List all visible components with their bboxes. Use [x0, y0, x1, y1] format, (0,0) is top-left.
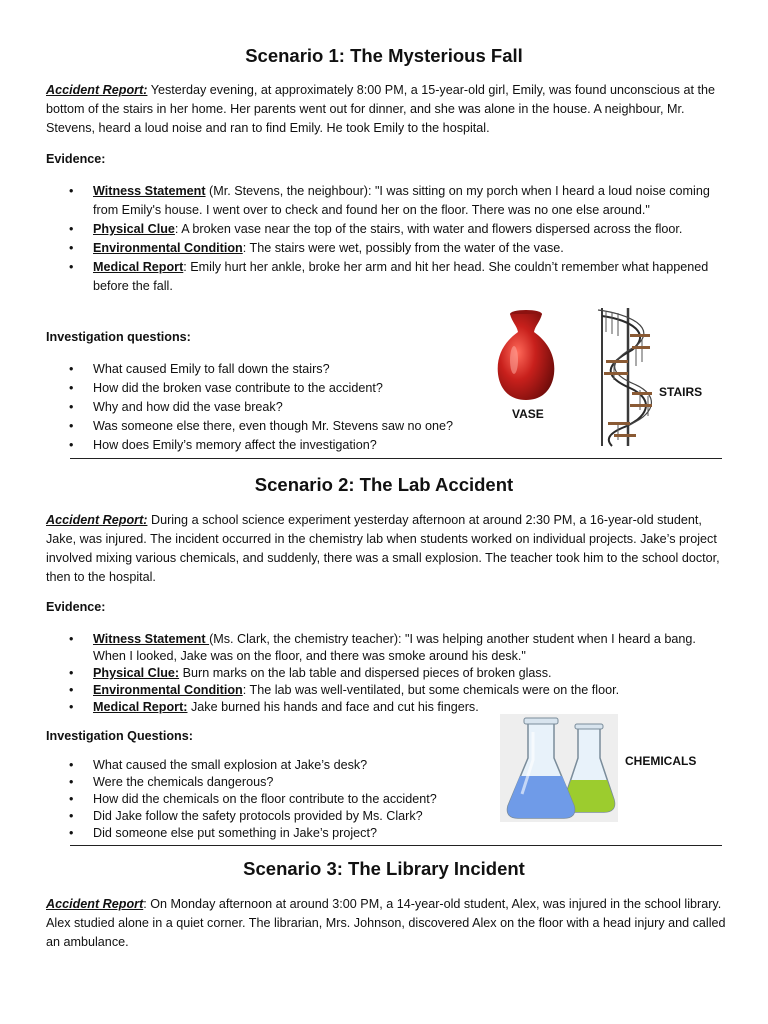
scenario-2-title: Scenario 2: The Lab Accident — [254, 474, 514, 495]
evidence-item — [46, 665, 726, 682]
chemicals-caption: CHEMICALS — [625, 754, 697, 768]
vase-image — [490, 308, 562, 404]
question-item: • Why and how did the vase break? — [46, 398, 486, 417]
question-item: • How does Emily’s memory affect the investigation? — [46, 436, 486, 455]
scenario-2-evidence-list — [46, 631, 726, 716]
scenario-2-questions-list — [46, 757, 486, 842]
scenario-2-report — [46, 511, 726, 587]
scenario-2-questions-heading: Investigation Questions: — [46, 729, 193, 743]
scenario-2-evidence-heading: Evidence: — [46, 600, 106, 614]
evidence-label: Environmental Condition — [93, 241, 243, 255]
evidence-text: : The lab was well-ventilated, but some chemicals were on the floor. — [242, 683, 620, 697]
evidence-item — [46, 699, 726, 716]
question-item: • Were the chemicals dangerous? — [46, 774, 486, 791]
evidence-label: Witness Statement — [93, 632, 210, 646]
question-item: • What caused Emily to fall down the stairs? — [46, 360, 486, 379]
question-item: • What caused the small explosion at Jake’s desk? — [46, 757, 486, 774]
question-item: • Was someone else there, even though Mr. Stevens saw no one? — [46, 417, 486, 436]
evidence-text: : A broken vase near the top of the stairs, with water and flowers dispersed across the floor. — [174, 222, 683, 236]
report-label: Accident Report: — [46, 83, 148, 97]
evidence-label: Witness Statement — [93, 184, 206, 198]
evidence-item — [46, 258, 726, 296]
scenario-1-questions-list — [46, 360, 486, 455]
scenario-1-evidence-list — [46, 182, 726, 296]
scenario-1-report — [46, 81, 726, 138]
vase-caption: VASE — [512, 407, 544, 421]
scenario-3-title: Scenario 3: The Library Incident — [243, 858, 525, 879]
stairs-caption: STAIRS — [659, 385, 703, 399]
report-label: Accident Report — [46, 897, 144, 911]
report-label: Accident Report: — [46, 513, 148, 527]
evidence-label: Medical Report: — [93, 700, 188, 714]
evidence-item — [46, 631, 726, 665]
evidence-text: : Emily hurt her ankle, broke her arm and hit her head. She couldn’t remember what happened before the fall. — [93, 260, 709, 293]
scenario-1-evidence-heading: Evidence: — [46, 152, 106, 166]
section-divider — [70, 458, 722, 459]
stairs-image — [592, 306, 662, 448]
report-text: During a school science experiment yesterday afternoon at around 2:30 PM, a 16-year-old student, Jake, was injured. The incident occurred in the chemistry lab when students worked on individual projects. Jake’s project involved mixing various chemicals, and suddenly, there was a small explosion. The teacher took him to the school doctor, then to the hospital. — [46, 513, 720, 584]
evidence-text: Jake burned his hands and face and cut his fingers. — [187, 700, 479, 714]
scenario-1-title: Scenario 1: The Mysterious Fall — [245, 45, 523, 66]
evidence-text: Burn marks on the lab table and dispersed pieces of broken glass. — [179, 666, 552, 680]
chemicals-image — [500, 714, 618, 822]
evidence-item — [46, 220, 726, 239]
question-item: • How did the chemicals on the floor contribute to the accident? — [46, 791, 486, 808]
evidence-item — [46, 682, 726, 699]
report-text: Yesterday evening, at approximately 8:00 PM, a 15-year-old girl, Emily, was found unconscious at the bottom of the stairs in her home. Her parents went out for dinner, and she was alone in the house. A neighbour, Mr. Stevens, heard a loud noise and ran to find Emily. He took Emily to the hospital. — [46, 83, 715, 135]
scenario-3-report — [46, 895, 726, 952]
evidence-label: Physical Clue — [93, 222, 175, 236]
evidence-text: (Mr. Stevens, the neighbour): "I was sitting on my porch when I heard a loud noise coming from Emily's house. I went over to check and found her on the floor. There was no one else around." — [93, 184, 710, 217]
section-divider — [70, 845, 722, 846]
evidence-label: Medical Report — [93, 260, 184, 274]
report-text: : On Monday afternoon at around 3:00 PM, a 14-year-old student, Alex, was injured in the school library. Alex studied alone in a quiet corner. The librarian, Mrs. Johnson, discovered Alex on the floor with a head injury and called an ambulance. — [46, 897, 726, 949]
question-item: • Did Jake follow the safety protocols provided by Ms. Clark? — [46, 808, 486, 825]
question-item: • Did someone else put something in Jake’s project? — [46, 825, 486, 842]
evidence-item — [46, 182, 726, 220]
evidence-item — [46, 239, 726, 258]
evidence-label: Environmental Condition — [93, 683, 243, 697]
scenario-1-questions-heading: Investigation questions: — [46, 330, 191, 344]
question-item: • How did the broken vase contribute to the accident? — [46, 379, 486, 398]
evidence-text: : The stairs were wet, possibly from the water of the vase. — [242, 241, 564, 255]
evidence-label: Physical Clue: — [93, 666, 180, 680]
evidence-text: (Ms. Clark, the chemistry teacher): "I was helping another student when I heard a bang. When I looked, Jake was on the floor, and there was smoke around his desk." — [93, 632, 696, 663]
